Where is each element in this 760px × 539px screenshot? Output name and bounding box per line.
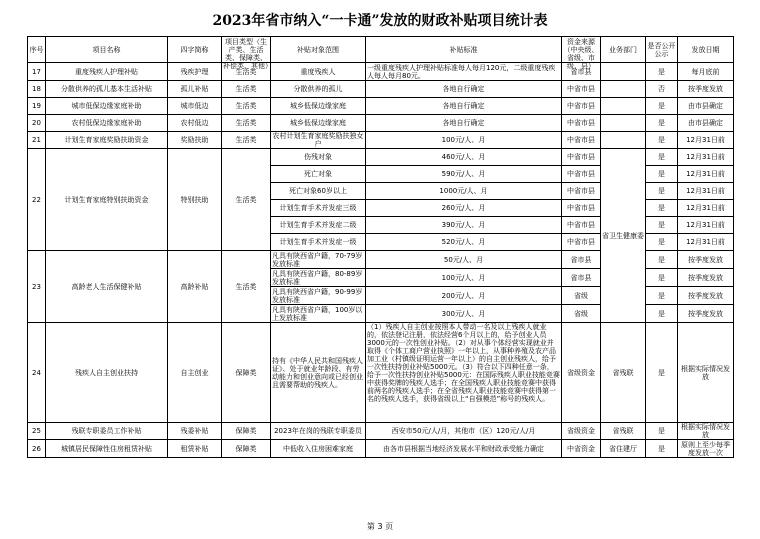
row-seq: 23 bbox=[28, 251, 46, 323]
row-type: 生活类 bbox=[222, 149, 271, 251]
row-date: 12月31日前 bbox=[678, 166, 734, 183]
row-name: 计划生育家庭奖励扶助资金 bbox=[46, 132, 168, 149]
table-row bbox=[28, 132, 734, 149]
row-seq: 25 bbox=[28, 423, 46, 440]
header-scope: 补贴对象范围 bbox=[271, 37, 366, 63]
header-abbr: 四字简称 bbox=[168, 37, 222, 63]
header-fund-text: 资金来源（中央级、省级、市级、县） bbox=[563, 37, 599, 70]
row-public: 是 bbox=[646, 440, 678, 458]
table-header-row bbox=[28, 37, 734, 63]
row-name: 残联专职委员工作补贴 bbox=[46, 423, 168, 440]
table-row bbox=[28, 81, 734, 98]
row-dept: 省残联 bbox=[601, 323, 646, 423]
row-scope: 重度残疾人 bbox=[271, 63, 366, 81]
row-fund: 中省市县 bbox=[562, 149, 601, 166]
row-standard: 390元/人、月 bbox=[366, 217, 562, 234]
row-date: 由市县确定 bbox=[678, 115, 734, 132]
row-date: 按季度发放 bbox=[678, 305, 734, 323]
row-public: 是 bbox=[646, 115, 678, 132]
row-fund: 中省市县 bbox=[562, 115, 601, 132]
row-standard: 100元/人、月 bbox=[366, 269, 562, 287]
row-dept bbox=[601, 132, 646, 149]
row-name: 重度残疾人护理补贴 bbox=[46, 63, 168, 81]
row-fund: 中省市县 bbox=[562, 98, 601, 115]
row-abbr: 特别扶助 bbox=[168, 149, 222, 251]
row-abbr: 孤儿补贴 bbox=[168, 81, 222, 98]
row-fund: 省市县 bbox=[562, 63, 601, 81]
row-standard: 各地自行确定 bbox=[366, 81, 562, 98]
row-name: 残疾人自主创业扶持 bbox=[46, 323, 168, 423]
row-date: 按季度发放 bbox=[678, 269, 734, 287]
row-abbr: 自主创业 bbox=[168, 323, 222, 423]
row-public: 是 bbox=[646, 63, 678, 81]
row-fund: 中省资金 bbox=[562, 440, 601, 458]
row-public: 是 bbox=[646, 234, 678, 251]
header-type-text: 项目类型（生产类、生活类、保障类、补偿类、其他） bbox=[223, 37, 272, 70]
row-name: 分散供养的孤儿基本生活补贴 bbox=[46, 81, 168, 98]
row-scope: 死亡对象60岁以上 bbox=[271, 183, 366, 200]
row-seq: 18 bbox=[28, 81, 46, 98]
row-fund: 省级 bbox=[562, 287, 601, 305]
row-type: 生活类 bbox=[222, 98, 271, 115]
row-scope: 凡具有陕西省户籍，90-99岁发放标准 bbox=[271, 287, 366, 305]
row-date-text: 根据实际情况发放 bbox=[681, 423, 730, 439]
row-date: 12月31日前 bbox=[678, 183, 734, 200]
row-dept bbox=[601, 63, 646, 81]
row-standard: 590元/人、月 bbox=[366, 166, 562, 183]
row-standard: 各地自行确定 bbox=[366, 115, 562, 132]
row-standard: 一级重度残疾人护理补贴标准每人每月120元，二级重度残疾人每人每月80元。 bbox=[366, 63, 562, 81]
row-standard: 520元/人、月 bbox=[366, 234, 562, 251]
row-date: 12月31日前 bbox=[678, 132, 734, 149]
row-standard: 西安市50元/人/月，其他市（区）120元/人/月 bbox=[366, 423, 562, 440]
row-fund: 中省市县 bbox=[562, 200, 601, 217]
row-seq: 20 bbox=[28, 115, 46, 132]
row-abbr: 高龄补贴 bbox=[168, 251, 222, 323]
row-public: 是 bbox=[646, 149, 678, 166]
row-scope: 计划生育手术并发症一级 bbox=[271, 234, 366, 251]
row-abbr: 奖励扶助 bbox=[168, 132, 222, 149]
row-standard: 1000元/人、月 bbox=[366, 183, 562, 200]
row-fund: 中省市县 bbox=[562, 234, 601, 251]
row-fund: 中省市县 bbox=[562, 132, 601, 149]
row-public: 是 bbox=[646, 305, 678, 323]
row-date: 12月31日前 bbox=[678, 200, 734, 217]
row-date: 由市县确定 bbox=[678, 98, 734, 115]
row-public: 否 bbox=[646, 81, 678, 98]
row-standard: 由各市县根据当地经济发展水平和财政承受能力确定 bbox=[366, 440, 562, 458]
row-fund: 中省市县 bbox=[562, 166, 601, 183]
header-seq: 序号 bbox=[28, 37, 46, 63]
row-scope: 凡具有陕西省户籍，80-89岁发放标准 bbox=[271, 269, 366, 287]
row-seq: 17 bbox=[28, 63, 46, 81]
row-public: 是 bbox=[646, 166, 678, 183]
subsidy-table bbox=[27, 36, 734, 458]
row-fund: 中省市县 bbox=[562, 183, 601, 200]
header-standard: 补贴标准 bbox=[366, 37, 562, 63]
row-fund: 中省市县 bbox=[562, 217, 601, 234]
row-scope: 凡具有陕西省户籍，70-79岁发放标准 bbox=[271, 251, 366, 269]
row-type: 保障类 bbox=[222, 423, 271, 440]
row-public: 是 bbox=[646, 287, 678, 305]
row-date: 12月31日前 bbox=[678, 234, 734, 251]
row-public: 是 bbox=[646, 323, 678, 423]
row-abbr: 租赁补贴 bbox=[168, 440, 222, 458]
row-date: 每月底前 bbox=[678, 63, 734, 81]
row-public: 是 bbox=[646, 269, 678, 287]
row-dept bbox=[601, 115, 646, 132]
row-scope: 2023年在岗的残联专职委员 bbox=[271, 423, 366, 440]
page-title: 2023年省市纳入“一卡通”发放的财政补贴项目统计表 bbox=[212, 13, 548, 29]
row-seq: 24 bbox=[28, 323, 46, 423]
row-scope: 伤残对象 bbox=[271, 149, 366, 166]
row-seq: 19 bbox=[28, 98, 46, 115]
table-row bbox=[28, 98, 734, 115]
row-dept: 省残联 bbox=[601, 423, 646, 440]
row-standard: 各地自行确定 bbox=[366, 98, 562, 115]
row-scope: 凡具有陕西省户籍，100岁以上发放标准 bbox=[271, 305, 366, 323]
header-dept: 业务部门 bbox=[601, 37, 646, 63]
row-date bbox=[678, 423, 734, 440]
row-public: 是 bbox=[646, 423, 678, 440]
row-fund: 省级 bbox=[562, 305, 601, 323]
row-name: 农村低保边缘家庭补助 bbox=[46, 115, 168, 132]
row-dept bbox=[601, 81, 646, 98]
row-fund: 中省市县 bbox=[562, 81, 601, 98]
row-date: 按季度发放 bbox=[678, 81, 734, 98]
row-abbr: 城市低边 bbox=[168, 98, 222, 115]
row-name: 城镇居民保障性住房租赁补贴 bbox=[46, 440, 168, 458]
row-scope: 持有《中华人民共和国残疾人证》、处于就业年龄段、有劳动能力和创业意向或已经创业且需要帮助的残疾人。 bbox=[271, 323, 366, 423]
row-scope: 农村计划生育家庭奖励扶独女户 bbox=[272, 132, 364, 148]
row-type: 生活类 bbox=[222, 132, 271, 149]
row-scope: 死亡对象 bbox=[271, 166, 366, 183]
row-abbr: 残疾护理 bbox=[168, 63, 222, 81]
row-public: 是 bbox=[646, 132, 678, 149]
header-public: 是否公开公示 bbox=[646, 37, 678, 63]
row-fund: 省级资金 bbox=[562, 323, 601, 423]
header-fund bbox=[562, 37, 601, 70]
row-name: 计划生育家庭特别扶助资金 bbox=[46, 149, 168, 251]
row-fund: 省市县 bbox=[562, 269, 601, 287]
row-standard: 50元/人、月 bbox=[366, 251, 562, 269]
row-fund: 省市县 bbox=[562, 251, 601, 269]
row-type: 生活类 bbox=[222, 115, 271, 132]
row-standard: 260元/人、月 bbox=[366, 200, 562, 217]
header-date: 发放日期 bbox=[678, 37, 734, 63]
table-row bbox=[28, 323, 734, 423]
table-row bbox=[28, 149, 734, 166]
row-seq: 22 bbox=[28, 149, 46, 251]
table-row bbox=[28, 115, 734, 132]
row-scope: 中低收入住房困难家庭 bbox=[271, 440, 366, 458]
row-date: 按季度发放 bbox=[678, 287, 734, 305]
row-name: 高龄老人生活保健补贴 bbox=[46, 251, 168, 323]
row-standard-text: （1）残疾人自主创业按照本人带动一名及以上残疾人就业的，依法登记注册，依法经营6个月以上的，给予创业人员3000元的一次性创业补贴。（2）对从事个体经营实现就业并取得《个体工商户营业执照》一年以上，从事种养殖及农产品加工业（村镇级证明运营一年以上）的自主创业残疾人，给予一次性扶持创业补贴5000元。（3）符合以下四种任意一条，给予一次性扶持创业补贴5000元：在国际残疾人职业技能竞赛中获得奖牌的残疾人选手；在全国残疾人职业技能竞赛中获得前两名的残疾人选手；在全省残疾人职业技能竞赛中获得第一名的残疾人选手，获得省级以上“自强模范”称号的残疾人。 bbox=[367, 323, 560, 403]
row-public: 是 bbox=[646, 98, 678, 115]
row-date: 12月31日前 bbox=[678, 149, 734, 166]
row-public: 是 bbox=[646, 217, 678, 234]
row-date: 根据实际情况发放 bbox=[678, 323, 734, 423]
row-type: 生活类 bbox=[222, 63, 271, 81]
row-dept: 省住建厅 bbox=[601, 440, 646, 458]
row-type: 保障类 bbox=[222, 440, 271, 458]
row-type: 生活类 bbox=[222, 251, 271, 323]
row-standard bbox=[366, 323, 562, 423]
row-name: 城市低保边缘家庭补助 bbox=[46, 98, 168, 115]
row-dept bbox=[601, 98, 646, 115]
row-public: 是 bbox=[646, 183, 678, 200]
row-seq: 21 bbox=[28, 132, 46, 149]
row-date: 按季度发放 bbox=[678, 251, 734, 269]
row-type: 生活类 bbox=[222, 81, 271, 98]
row-seq: 26 bbox=[28, 440, 46, 458]
row-fund: 省级资金 bbox=[562, 423, 601, 440]
row-scope: 城乡低保边缘家庭 bbox=[271, 98, 366, 115]
header-type bbox=[222, 37, 272, 70]
row-scope: 城乡低保边缘家庭 bbox=[271, 115, 366, 132]
row-public: 是 bbox=[646, 251, 678, 269]
row-standard: 100元/人、月 bbox=[366, 132, 562, 149]
page-number: 第 3 页 bbox=[366, 522, 394, 531]
row-date: 12月31日前 bbox=[678, 217, 734, 234]
row-abbr: 农村低边 bbox=[168, 115, 222, 132]
row-scope: 计划生育手术并发症三级 bbox=[271, 200, 366, 217]
table-row bbox=[28, 440, 734, 458]
row-standard: 460元/人、月 bbox=[366, 149, 562, 166]
row-abbr: 残委补贴 bbox=[168, 423, 222, 440]
row-date bbox=[678, 440, 734, 458]
row-scope: 计划生育手术并发症二级 bbox=[271, 217, 366, 234]
table-row bbox=[28, 63, 734, 81]
row-standard: 300元/人、月 bbox=[366, 305, 562, 323]
table-row bbox=[28, 423, 734, 440]
row-standard: 200元/人、月 bbox=[366, 287, 562, 305]
row-type: 保障类 bbox=[222, 323, 271, 423]
row-public: 是 bbox=[646, 200, 678, 217]
dept-health-commission: 省卫生健康委 bbox=[601, 149, 646, 323]
header-name: 项目名称 bbox=[46, 37, 168, 63]
row-scope: 分散供养的孤儿 bbox=[271, 81, 366, 98]
row-date-text: 原则上至少每季度发放一次 bbox=[681, 440, 730, 457]
